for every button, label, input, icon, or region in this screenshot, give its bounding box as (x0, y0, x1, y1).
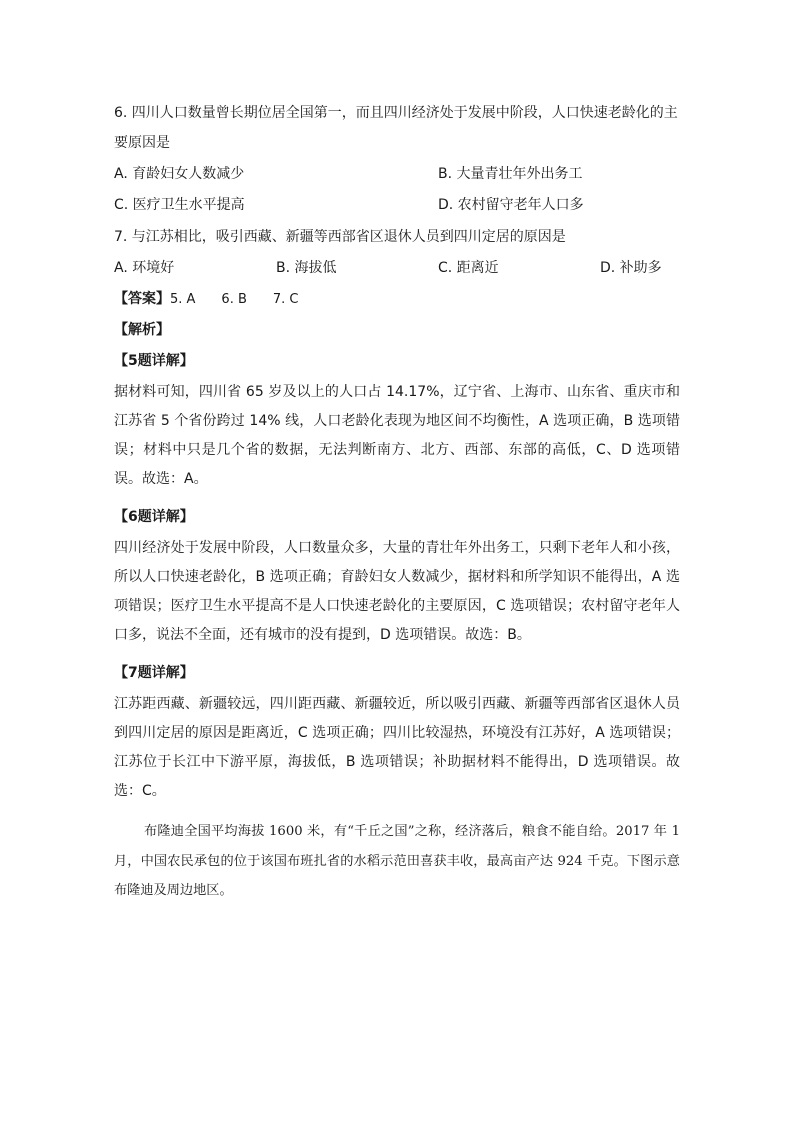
q6-option-b: B. 大量青壮年外出务工 (438, 166, 583, 182)
material-paragraph: 布隆迪全国平均海拔 1600 米，有“千丘之国”之称，经济落后，粮食不能自给。2017 年 1 月，中国农民承包的位于该国布班扎省的水稻示范田喜获丰收，最高亩产达 924 千克。下图示意布隆迪及周边地区。 (114, 824, 680, 898)
q7-option-a: A. 环境好 (114, 260, 175, 276)
q6-option-d: D. 农村留守老年人口多 (438, 197, 584, 213)
q7-detail-heading: 【7题详解】 (114, 665, 194, 681)
answer-values: 5. A 6. B 7. C (170, 292, 299, 307)
q6-option-c: C. 医疗卫生水平提高 (114, 197, 245, 213)
analysis-heading: 【解析】 (114, 322, 170, 338)
q7-option-d: D. 补助多 (600, 260, 662, 276)
q7-option-b: B. 海拔低 (276, 260, 337, 276)
q6-stem-line1: 6. 四川人口数量曾长期位居全国第一，而且四川经济处于发展中阶段，人口快速老龄化的主 (114, 105, 678, 121)
q6-detail-heading: 【6题详解】 (114, 509, 194, 525)
answer-line (114, 290, 299, 309)
q6-stem-line2: 要原因是 (114, 135, 170, 151)
q6-option-a: A. 育龄妇女人数减少 (114, 166, 245, 182)
q5-detail-heading: 【5题详解】 (114, 353, 194, 369)
q7-detail-body: 江苏距西藏、新疆较远，四川距西藏、新疆较近，所以吸引西藏、新疆等西部省区退休人员到四川定居的原因是距离近，C 选项正确；四川比较湿热，环境没有江苏好，A 选项错误；江苏位于长江中下游平原，海拔低，B 选项错误；补助据材料不能得出，D 选项错误。故选：C。 (114, 696, 680, 799)
q7-option-c: C. 距离近 (438, 260, 499, 276)
q5-detail-body: 据材料可知，四川省 65 岁及以上的人口占 14.17%，辽宁省、上海市、山东省、重庆市和江苏省 5 个省份跨过 14% 线，人口老龄化表现为地区间不均衡性，A 选项正确，B 选项错误；材料中只是几个省的数据，无法判断南方、北方、西部、东部的高低，C、D 选项错误。故选：A。 (114, 384, 680, 487)
answer-label: 【答案】 (114, 291, 170, 307)
q7-stem: 7. 与江苏相比，吸引西藏、新疆等西部省区退休人员到四川定居的原因是 (114, 229, 566, 245)
q6-detail-body: 四川经济处于发展中阶段，人口数量众多，大量的青壮年外出务工，只剩下老年人和小孩，所以人口快速老龄化，B 选项正确；育龄妇女人数减少，据材料和所学知识不能得出，A 选项错误；医疗卫生水平提高不是人口快速老龄化的主要原因，C 选项错误；农村留守老年人口多，说法不全面，还有城市的没有提到，D 选项错误。故选：B。 (114, 540, 680, 643)
